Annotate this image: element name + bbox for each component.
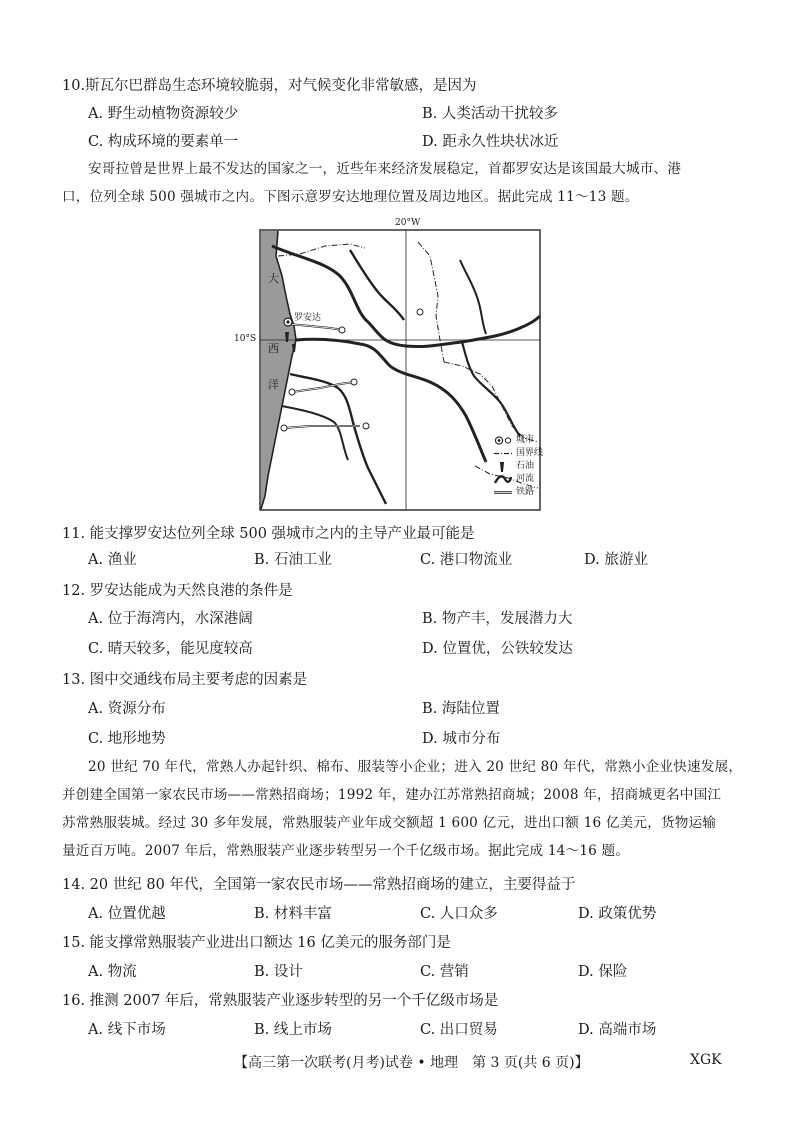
legend-city	[494, 434, 564, 447]
question-11-option-a: A. 渔业	[88, 552, 137, 568]
ocean-label-char-3: 洋	[268, 378, 279, 391]
city-marker-6	[281, 425, 287, 431]
question-12-option-c: C. 晴天较多，能见度较高	[88, 641, 253, 657]
river-northeast	[460, 260, 486, 334]
river-east-tributary	[462, 342, 520, 436]
question-13-option-a: A. 资源分布	[88, 701, 166, 717]
page-footer: 【高三第一次联考(月考)试卷 • 地理 第 3 页(共 6 页)】	[234, 1055, 589, 1071]
question-10-option-b: B. 人类活动干扰较多	[422, 106, 558, 122]
question-15-stem: 15. 能支撑常熟服装产业进出口额达 16 亿美元的服务部门是	[62, 935, 451, 951]
question-14-option-c: C. 人口众多	[420, 906, 498, 922]
ocean-label-char-1: 大	[268, 272, 279, 285]
passage-changshu-line-3: 苏常熟服装城。经过 30 多年发展，常熟服装产业年成交额超 1 600 亿元，进出口额 16 亿美元，货物运输	[62, 815, 717, 831]
luanda-label: 罗安达	[294, 313, 322, 323]
border-line-icon	[494, 447, 512, 460]
question-14-option-b: B. 材料丰富	[254, 906, 332, 922]
question-15-option-c: C. 营销	[420, 964, 469, 980]
question-15-option-a: A. 物流	[88, 964, 137, 980]
legend-border	[494, 447, 564, 460]
city-marker-3	[289, 389, 295, 395]
question-13-option-d: D. 城市分布	[422, 731, 501, 747]
question-11-option-b: B. 石油工业	[254, 552, 332, 568]
question-15-option-b: B. 设计	[254, 964, 303, 980]
question-16-option-a: A. 线下市场	[88, 1022, 166, 1038]
railway-line-icon	[494, 486, 512, 499]
legend-oil-label: 石油	[516, 461, 535, 471]
passage-changshu-line-2: 并创建全国第一家农民市场——常熟招商场；1992 年，建办江苏常熟招商城；2008 年，招商城更名中国江	[62, 787, 722, 803]
passage-angola	[62, 155, 734, 211]
passage-changshu-line-4: 量近百万吨。2007 年后，常熟服装产业逐步转型另一个千亿级市场。据此完成 14～16 题。	[62, 843, 630, 859]
legend-city-label: 城市	[516, 435, 535, 445]
city-marker-4	[363, 423, 369, 429]
question-11-stem: 11. 能支撑罗安达位列全球 500 强城市之内的主导产业最可能是	[62, 526, 475, 542]
passage-changshu	[62, 753, 743, 865]
question-13-option-b: B. 海陆位置	[422, 701, 500, 717]
question-12-option-a: A. 位于海湾内，水深港阔	[88, 611, 253, 627]
footer-code: XGK	[690, 1052, 722, 1068]
question-10-option-d: D. 距永久性块状冰近	[422, 134, 559, 150]
question-12-option-d: D. 位置优，公铁较发达	[422, 641, 573, 657]
question-14-stem: 14. 20 世纪 80 年代，全国第一家农民市场——常熟招商场的建立，主要得益于	[62, 877, 576, 893]
question-10-stem: 10.斯瓦尔巴群岛生态环境较脆弱，对气候变化非常敏感，是因为	[62, 78, 477, 94]
question-14-option-a: A. 位置优越	[88, 906, 166, 922]
legend-river	[494, 473, 564, 486]
legend-oil	[494, 460, 564, 473]
question-16-option-b: B. 线上市场	[254, 1022, 332, 1038]
city-marker-1	[339, 327, 345, 333]
river-central	[296, 339, 486, 462]
luanda-city-dot	[286, 320, 289, 323]
river-line-icon	[494, 473, 512, 486]
passage-angola-line-2: 口，位列全球 500 强城市之内。下图示意罗安达地理位置及周边地区。据此完成 11～13 题。	[62, 189, 639, 205]
question-11-option-d: D. 旅游业	[584, 552, 648, 568]
passage-changshu-line-1: 20 世纪 70 年代，常熟人办起针织、棉布、服装等小企业；进入 20 世纪 80 年代，常熟小企业快速发展，	[88, 759, 743, 775]
question-16-option-d: D. 高端市场	[578, 1022, 657, 1038]
city-marker-5	[417, 309, 423, 315]
city-symbol-icon	[494, 434, 512, 447]
map-legend	[494, 434, 564, 499]
question-11-option-c: C. 港口物流业	[420, 552, 513, 568]
legend-railway	[494, 486, 564, 499]
question-16-option-c: C. 出口贸易	[420, 1022, 498, 1038]
city-marker-2	[351, 379, 357, 385]
ocean-label-char-2: 西	[268, 342, 279, 355]
question-13-stem: 13. 图中交通线布局主要考虑的因素是	[62, 672, 308, 688]
longitude-label: 20°W	[395, 218, 421, 228]
river-south-west	[290, 374, 386, 504]
question-10-option-c: C. 构成环境的要素单一	[88, 134, 239, 150]
question-10-option-a: A. 野生动植物资源较少	[88, 106, 239, 122]
question-12-option-b: B. 物产丰，发展潜力大	[422, 611, 573, 627]
question-12-stem: 12. 罗安达能成为天然良港的条件是	[62, 583, 293, 599]
question-13-option-c: C. 地形地势	[88, 731, 166, 747]
passage-angola-line-1: 安哥拉曾是世界上最不发达的国家之一，近些年来经济发展稳定，首都罗安达是该国最大城市、港	[88, 161, 682, 177]
legend-railway-label: 铁路	[516, 487, 535, 497]
oil-symbol-icon	[494, 460, 512, 473]
question-16-stem: 16. 推测 2007 年后，常熟服装产业逐步转型的另一个千亿级市场是	[62, 993, 499, 1009]
river-south-tributary	[282, 406, 348, 460]
legend-river-label: 河流	[516, 474, 535, 484]
latitude-label: 10°S	[234, 334, 257, 344]
question-14-option-d: D. 政策优势	[578, 906, 657, 922]
question-15-option-d: D. 保险	[578, 964, 628, 980]
legend-border-label: 国界线	[516, 448, 544, 458]
